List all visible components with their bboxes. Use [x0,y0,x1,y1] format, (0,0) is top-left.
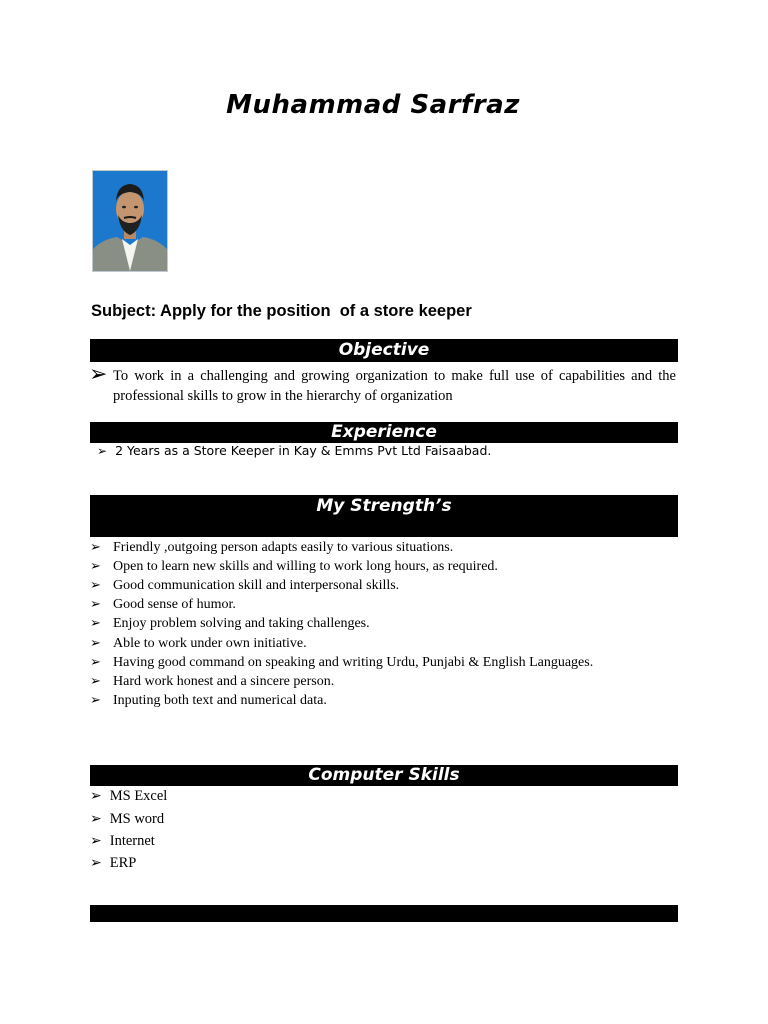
experience-item-text: 2 Years as a Store Keeper in Kay & Emms Pvt Ltd Faisaabad. [115,443,492,458]
arrowhead-bullet-icon: ➢ [90,833,102,849]
strength-item-text: Friendly ,outgoing person adapts easily to various situations. [113,540,454,555]
skill-item-text: MS Excel [109,788,168,804]
arrowhead-bullet-icon: ➢ [90,674,101,689]
arrowhead-bullet-icon: ➢ [90,616,101,631]
arrowhead-bullet-icon: ➢ [90,578,101,593]
arrowhead-bullet-icon: ➢ [90,855,102,871]
strengths-heading: My Strength’s [316,496,452,516]
strength-item-text: Having good command on speaking and writing Urdu, Punjabi & English Languages. [113,655,594,670]
arrowhead-bullet-icon: ➢ [90,597,101,612]
skill-item [90,833,155,850]
arrowhead-bullet-icon: ➢ [97,444,108,458]
computer-skills-heading: Computer Skills [308,765,460,785]
profile-photo [92,170,168,272]
subject-line: Subject: Apply for the position of a store keeper [91,302,472,320]
arrowhead-bullet-icon: ➢ [89,362,108,387]
strength-item-text: Able to work under own initiative. [113,636,307,651]
experience-heading: Experience [331,422,437,442]
skill-item-text: Internet [109,833,155,849]
experience-item [97,443,491,458]
computer-skills-header-bar [90,765,678,786]
strength-item-text: Inputing both text and numerical data. [113,693,327,708]
strengths-header-bar [90,495,678,537]
skill-item [90,788,167,805]
strength-item-text: Enjoy problem solving and taking challenges. [113,616,370,631]
arrowhead-bullet-icon: ➢ [90,788,102,804]
arrowhead-bullet-icon: ➢ [90,693,101,708]
experience-header-bar [90,422,678,443]
skill-item-text: ERP [109,855,137,871]
strength-item-text: Good sense of humor. [113,597,236,612]
skill-item [90,811,164,828]
arrowhead-bullet-icon: ➢ [90,811,102,827]
strength-item-text: Good communication skill and interpersonal skills. [113,578,400,593]
skill-item-text: MS word [109,811,165,827]
applicant-name: Muhammad Sarfraz [226,90,520,120]
objective-text: To work in a challenging and growing organization to make full use of capabilities and the professional skills to grow in the hierarchy of organization [113,368,676,404]
arrowhead-bullet-icon: ➢ [90,540,101,555]
arrowhead-bullet-icon: ➢ [90,655,101,670]
arrowhead-bullet-icon: ➢ [90,636,101,651]
arrowhead-bullet-icon: ➢ [90,559,101,574]
objective-heading: Objective [338,340,430,360]
strength-item-text: Hard work honest and a sincere person. [113,674,335,689]
skill-item [90,855,136,872]
objective-header-bar [90,339,678,362]
strength-item-text: Open to learn new skills and willing to work long hours, as required. [113,559,498,574]
empty-section-bar [90,905,678,922]
